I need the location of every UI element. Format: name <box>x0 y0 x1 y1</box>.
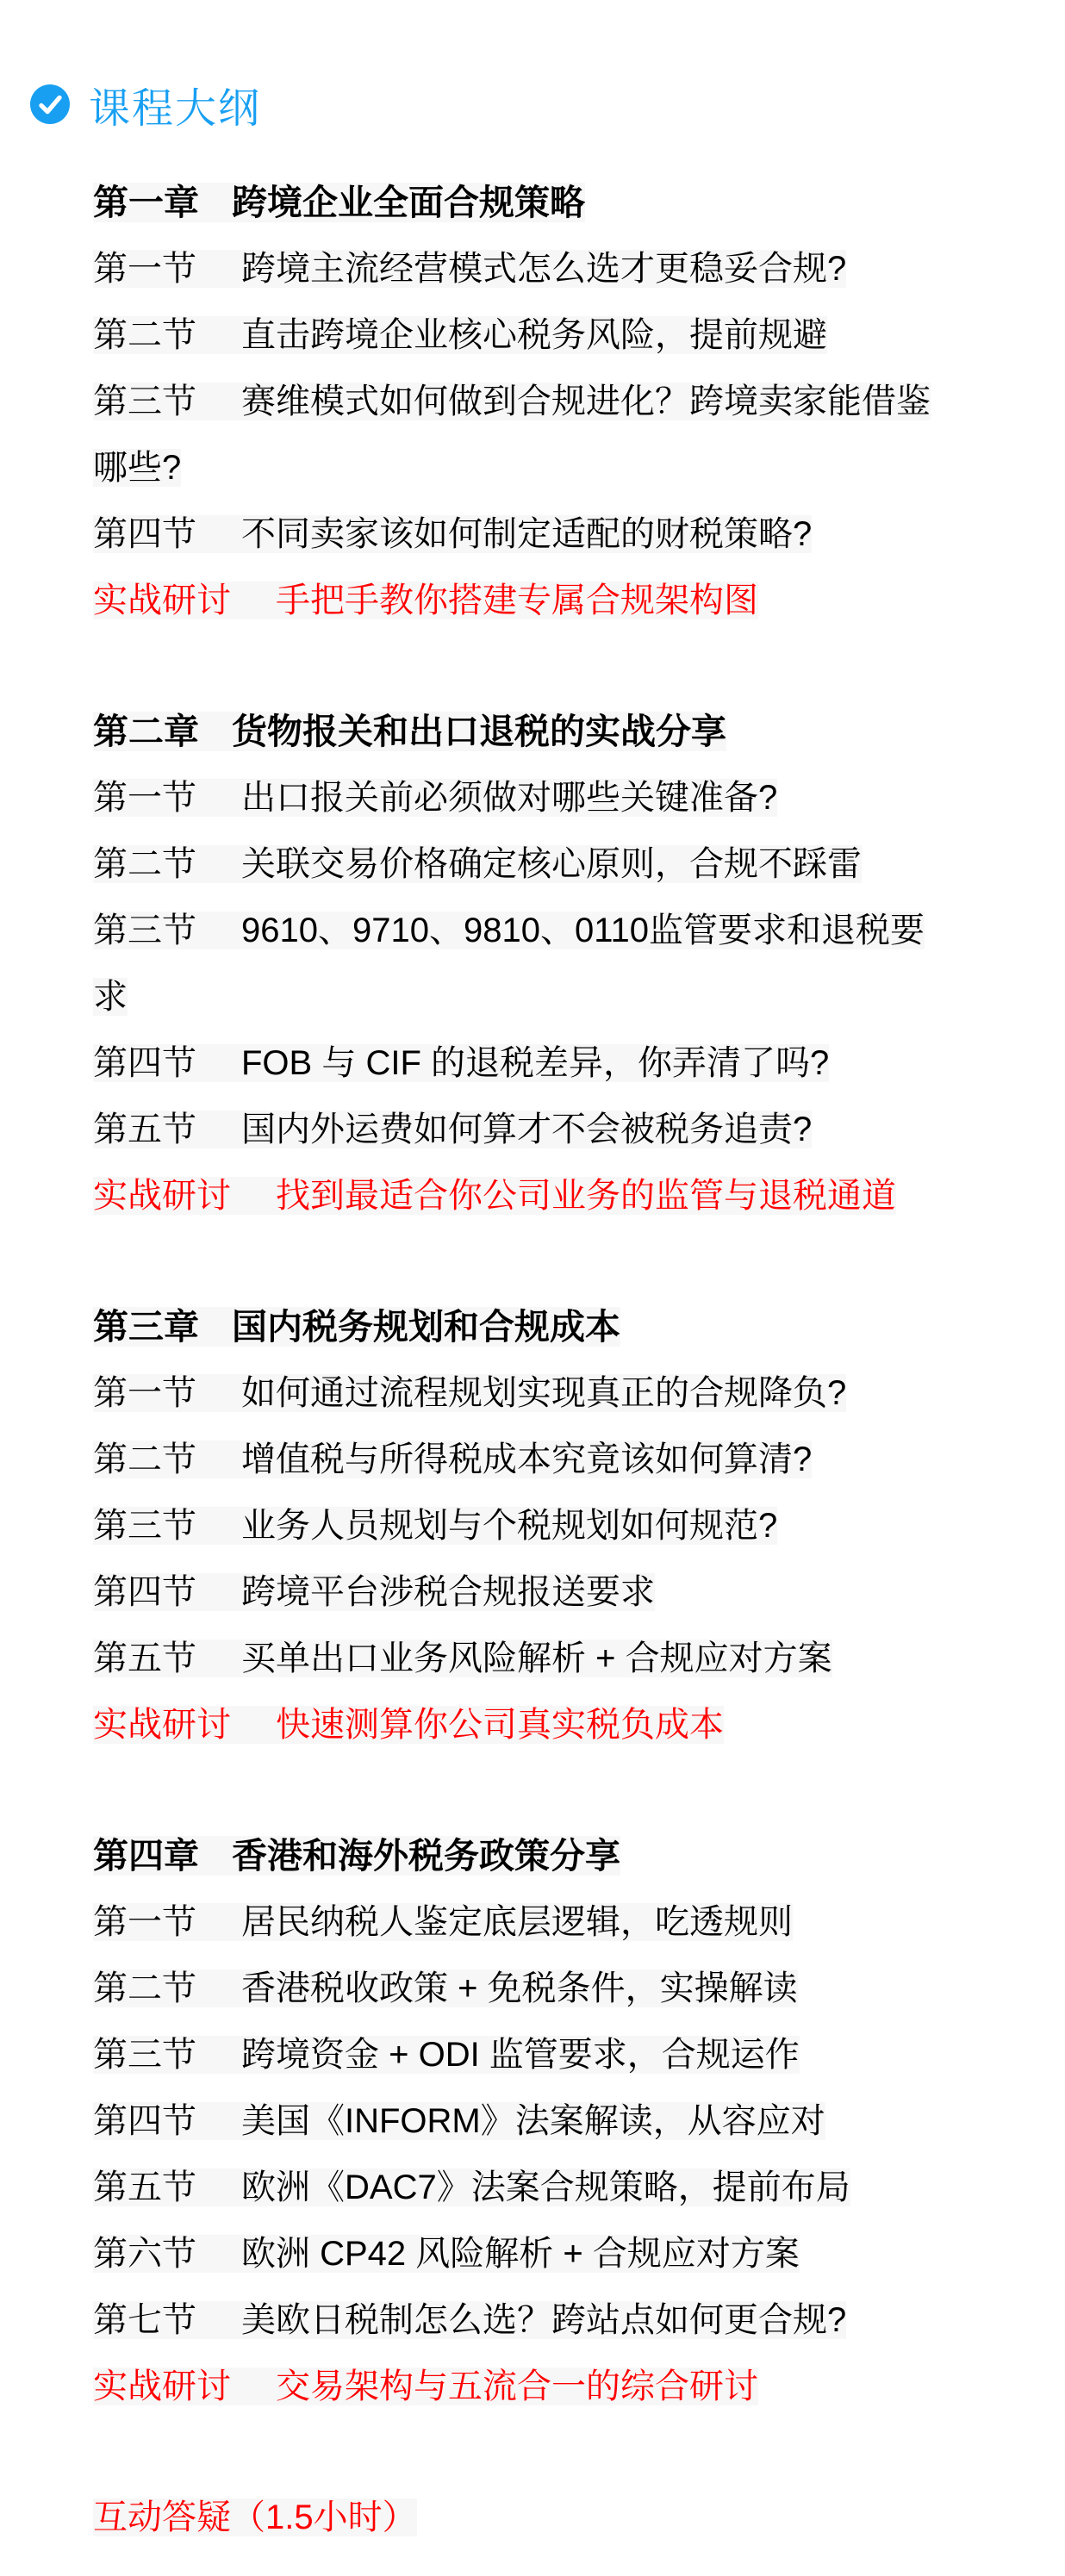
chapter-2-heading <box>93 699 946 765</box>
chapter-3-section-2-label: 第二节 <box>93 1440 196 1478</box>
chapter-1-workshop <box>93 568 946 634</box>
outline-header <box>0 78 1065 131</box>
chapter-4-section-1-text: 居民纳税人鉴定底层逻辑，吃透规则 <box>241 1903 793 1941</box>
chapter-3-heading-label: 第三章 <box>93 1307 199 1347</box>
chapter-3-section-4-label: 第四节 <box>93 1573 196 1611</box>
chapter-1-section-3-run <box>93 383 931 487</box>
chapter-4-section-4-label: 第四节 <box>93 2102 196 2140</box>
chapter-1-workshop-run <box>93 582 758 619</box>
chapter-2-heading-run <box>93 712 726 751</box>
chapter-1-section-2 <box>93 302 946 369</box>
chapter-4-section-4-text: 美国《INFORM》法案解读，从容应对 <box>241 2102 825 2140</box>
chapter-1-section-3-text: 赛维模式如何做到合规进化？跨境卖家能借鉴哪些? <box>93 383 931 487</box>
chapter-4-section-7-run <box>93 2301 846 2339</box>
chapter-3-section-5-run <box>93 1640 832 1677</box>
chapter-1-heading-text: 跨境企业全面合规策略 <box>232 183 585 222</box>
chapter-4-section-1 <box>93 1889 946 1956</box>
chapter-4-heading <box>93 1823 946 1889</box>
chapter-3-section-4 <box>93 1559 946 1626</box>
chapter-2-workshop-run <box>93 1177 896 1215</box>
chapter-4-section-6-text: 欧洲 CP42 风险解析 + 合规应对方案 <box>241 2235 800 2273</box>
chapter-1-section-1-text: 跨境主流经营模式怎么选才更稳妥合规? <box>241 250 847 288</box>
chapter-2-section-2-text: 关联交易价格确定核心原则，合规不踩雷 <box>241 845 862 883</box>
chapter-3-section-1 <box>93 1360 946 1427</box>
chapter-3-section-3-text: 业务人员规划与个税规划如何规范? <box>241 1507 778 1545</box>
chapter-3-section-2-text: 增值税与所得税成本究竟该如何算清? <box>241 1440 813 1478</box>
chapter-1-workshop-text: 手把手教你搭建专属合规架构图 <box>276 582 758 619</box>
chapter-2-section-5-label: 第五节 <box>93 1111 196 1148</box>
chapter-2-section-5-text: 国内外运费如何算才不会被税务追责? <box>241 1111 813 1148</box>
chapter-3-workshop <box>93 1692 946 1758</box>
chapter-3-section-5-label: 第五节 <box>93 1640 196 1677</box>
chapter-1-section-4 <box>93 501 946 568</box>
chapter-2-section-2 <box>93 831 946 898</box>
chapter-1-heading <box>93 170 946 236</box>
chapter-1-section-2-run <box>93 316 827 354</box>
chapter-4-workshop <box>93 2354 946 2420</box>
chapter-2-section-5 <box>93 1097 946 1163</box>
chapter-4-section-4 <box>93 2088 946 2155</box>
chapter-3-section-2-run <box>93 1440 812 1478</box>
chapter-1-section-2-text: 直击跨境企业核心税务风险，提前规避 <box>241 316 827 354</box>
chapter-4-workshop-label: 实战研讨 <box>93 2368 231 2405</box>
chapter-1-section-1-label: 第一节 <box>93 250 196 288</box>
chapter-1-section-3 <box>93 369 946 501</box>
chapter-1 <box>0 170 1065 634</box>
chapter-4-section-7 <box>93 2287 946 2354</box>
chapter-3-heading <box>93 1294 946 1360</box>
chapter-3-section-5-text: 买单出口业务风险解析 + 合规应对方案 <box>241 1640 832 1677</box>
chapter-2-section-1-text: 出口报关前必须做对哪些关键准备? <box>241 779 778 817</box>
chapter-2-workshop-text: 找到最适合你公司业务的监管与退税通道 <box>276 1177 896 1215</box>
chapter-2-heading-text: 货物报关和出口退税的实战分享 <box>232 712 726 751</box>
chapter-1-heading-run <box>93 183 585 222</box>
chapter-4-section-6-label: 第六节 <box>93 2235 196 2273</box>
chapter-4-section-2-text: 香港税收政策 + 免税条件，实操解读 <box>241 1969 798 2007</box>
chapter-3-section-4-text: 跨境平台涉税合规报送要求 <box>241 1573 655 1611</box>
chapter-4-section-2 <box>93 1956 946 2022</box>
check-circle-icon <box>30 84 70 124</box>
chapter-4-section-5-text: 欧洲《DAC7》法案合规策略，提前布局 <box>241 2168 850 2206</box>
chapter-4-heading-run <box>93 1836 620 1876</box>
chapter-2-section-2-label: 第二节 <box>93 845 196 883</box>
chapter-1-section-4-run <box>93 515 812 553</box>
chapter-3-section-3-run <box>93 1507 777 1545</box>
chapter-3-section-5 <box>93 1626 946 1692</box>
chapter-4-section-4-run <box>93 2102 825 2140</box>
qa-session-line <box>93 2485 946 2551</box>
chapter-4-section-3-label: 第三节 <box>93 2036 196 2074</box>
chapter-4-workshop-text: 交易架构与五流合一的综合研讨 <box>276 2368 758 2405</box>
chapter-2-section-4 <box>93 1030 946 1097</box>
chapter-3-section-1-label: 第一节 <box>93 1374 196 1412</box>
chapter-4-section-6 <box>93 2221 946 2287</box>
chapter-3-section-1-run <box>93 1374 846 1412</box>
chapter-4-section-5-label: 第五节 <box>93 2168 196 2206</box>
chapter-3 <box>0 1294 1065 1758</box>
chapter-1-section-1-run <box>93 250 846 288</box>
chapter-2-section-3-run <box>93 912 925 1016</box>
chapter-4-section-7-text: 美欧日税制怎么选？跨站点如何更合规? <box>241 2301 847 2339</box>
chapter-4-heading-text: 香港和海外税务政策分享 <box>232 1836 620 1876</box>
chapter-4-section-7-label: 第七节 <box>93 2301 196 2339</box>
chapter-2-section-3-label: 第三节 <box>93 912 196 949</box>
chapter-1-section-1 <box>93 236 946 302</box>
chapter-2-section-4-text: FOB 与 CIF 的退税差异，你弄清了吗? <box>241 1044 830 1082</box>
outline-body <box>0 170 1065 2420</box>
chapter-4-section-6-run <box>93 2235 800 2273</box>
chapter-3-heading-text: 国内税务规划和合规成本 <box>232 1307 620 1347</box>
chapter-2-section-1-label: 第一节 <box>93 779 196 817</box>
chapter-2-workshop <box>93 1163 946 1229</box>
chapter-3-workshop-label: 实战研讨 <box>93 1706 231 1744</box>
chapter-4-workshop-run <box>93 2368 758 2405</box>
chapter-1-section-2-label: 第二节 <box>93 316 196 354</box>
chapter-4-section-1-run <box>93 1903 793 1941</box>
chapter-4-section-3 <box>93 2022 946 2088</box>
chapter-4-section-2-label: 第二节 <box>93 1969 196 2007</box>
chapter-2-section-5-run <box>93 1111 812 1148</box>
chapter-2-section-3 <box>93 898 946 1030</box>
chapter-4-section-3-text: 跨境资金 + ODI 监管要求，合规运作 <box>241 2036 800 2074</box>
chapter-1-workshop-label: 实战研讨 <box>93 582 231 619</box>
chapter-3-workshop-text: 快速测算你公司真实税负成本 <box>276 1706 724 1744</box>
chapter-2-section-4-run <box>93 1044 829 1082</box>
chapter-2 <box>0 699 1065 1229</box>
chapter-3-section-3-label: 第三节 <box>93 1507 196 1545</box>
chapter-1-section-4-label: 第四节 <box>93 515 196 553</box>
chapter-2-workshop-label: 实战研讨 <box>93 1177 231 1215</box>
chapter-4-section-3-run <box>93 2036 800 2074</box>
chapter-4 <box>0 1823 1065 2420</box>
chapter-3-section-4-run <box>93 1573 655 1611</box>
chapter-4-section-5 <box>93 2155 946 2221</box>
chapter-4-section-5-run <box>93 2168 850 2206</box>
chapter-4-heading-label: 第四章 <box>93 1836 199 1876</box>
chapter-3-section-3 <box>93 1493 946 1559</box>
qa-session-text: 互动答疑（1.5小时） <box>93 2498 417 2536</box>
chapter-2-section-1 <box>93 765 946 831</box>
chapter-2-section-2-run <box>93 845 862 883</box>
chapter-2-heading-label: 第二章 <box>93 712 199 751</box>
chapter-1-section-4-text: 不同卖家该如何制定适配的财税策略? <box>241 515 813 553</box>
chapter-2-section-3-text: 9610、9710、9810、0110监管要求和退税要求 <box>93 912 925 1016</box>
chapter-1-heading-label: 第一章 <box>93 183 199 222</box>
chapter-4-section-2-run <box>93 1969 798 2007</box>
chapter-2-section-1-run <box>93 779 777 817</box>
chapter-1-section-3-label: 第三节 <box>93 383 196 420</box>
chapter-3-section-2 <box>93 1427 946 1493</box>
chapter-4-section-1-label: 第一节 <box>93 1903 196 1941</box>
chapter-3-section-1-text: 如何通过流程规划实现真正的合规降负? <box>241 1374 847 1412</box>
page-title: 课程大纲 <box>89 85 262 132</box>
chapter-2-section-4-label: 第四节 <box>93 1044 196 1082</box>
chapter-3-heading-run <box>93 1307 620 1347</box>
chapter-3-workshop-run <box>93 1706 724 1744</box>
